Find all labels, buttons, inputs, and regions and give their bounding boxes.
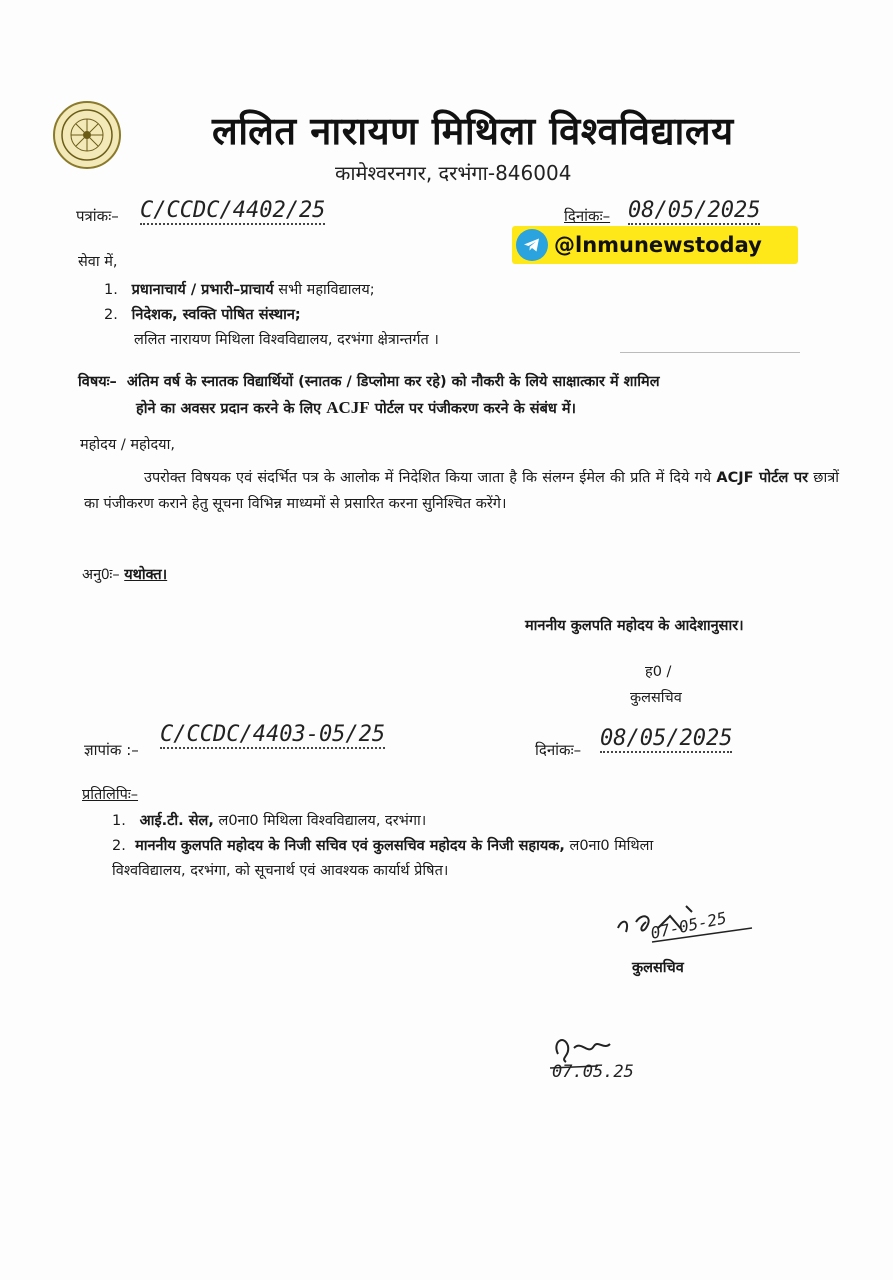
memo-number: C/CCDC/4403-05/25 — [160, 722, 386, 747]
faint-line — [620, 352, 800, 353]
channel-watermark — [512, 226, 798, 264]
letter-ref-number: C/CCDC/4402/25 — [140, 198, 326, 223]
enclosure: अनु0ः– यथोक्त। — [82, 567, 168, 583]
body-paragraph: उपरोक्त विषयक एवं संदर्भित पत्र के आलोक में निदेशित किया जाता है कि संलग्न ईमेल की प्रति में दिये गये ACJF पोर्टल पर छात्रों का पंजीकरण कराने हेतु सूचना विभिन्न माध्यमों से प्रसारित करना सुनिश्चित करेंगे। — [84, 470, 839, 512]
memo-date-value: 08/05/2025 — [600, 726, 733, 751]
recipient-1: 1. प्रधानाचार्य / प्रभारी–प्राचार्य सभी महाविद्यालय; — [104, 282, 375, 298]
copy-item-2-cont: विश्वविद्यालय, दरभंगा, को सूचनार्थ एवं आवश्यक कार्यार्थ प्रेषित। — [112, 863, 449, 879]
university-name: ललित नारायण मिथिला विश्वविद्यालय — [212, 109, 734, 153]
signed-mark: ह0 / — [645, 664, 672, 680]
letter-date-label: दिनांकः– — [564, 207, 611, 225]
copy-item-2: 2. माननीय कुलपति महोदय के निजी सचिव एवं कुलसचिव महोदय के निजी सहायक, ल0ना0 मिथिला — [112, 838, 654, 854]
telegram-icon — [516, 229, 548, 261]
subject-line-1: विषयः– अंतिम वर्ष के स्नातक विद्यार्थियों (स्नातक / डिप्लोमा कर रहे) को नौकरी के लिये साक्षात्कार में शामिल — [78, 374, 660, 390]
initial-date: 07.05.25 — [552, 1062, 634, 1082]
memo-date-label: दिनांकः– — [535, 741, 582, 759]
copy-item-1: 1. आई.टी. सेल, ल0ना0 मिथिला विश्वविद्यालय, दरभंगा। — [112, 813, 427, 829]
letter-ref-label: पत्रांकः– — [76, 207, 119, 225]
university-seal-icon — [52, 100, 122, 170]
copy-heading: प्रतिलिपिः– — [82, 787, 139, 803]
registrar-sign-date: 07-05-25 — [648, 908, 729, 943]
jurisdiction: ललित नारायण मिथिला विश्वविद्यालय, दरभंगा क्षेत्रान्तर्गत । — [134, 332, 439, 348]
signoff-designation: कुलसचिव — [630, 690, 682, 706]
salutation: महोदय / महोदया, — [80, 437, 175, 453]
order-line: माननीय कुलपति महोदय के आदेशानुसार। — [525, 618, 744, 634]
to-heading: सेवा में, — [78, 254, 118, 270]
university-address: कामेश्वरनगर, दरभंगा-846004 — [335, 161, 572, 185]
recipient-2: 2. निदेशक, स्वक्ति पोषित संस्थान; — [104, 307, 301, 323]
memo-label: ज्ञापांक :– — [84, 741, 139, 759]
letter-date-value: 08/05/2025 — [628, 198, 761, 223]
subject-line-2: होने का अवसर प्रदान करने के लिए ACJF पोर्टल पर पंजीकरण करने के संबंध में। — [136, 398, 577, 417]
watermark-text: @lnmunewstoday — [554, 233, 762, 257]
final-designation: कुलसचिव — [632, 960, 684, 976]
